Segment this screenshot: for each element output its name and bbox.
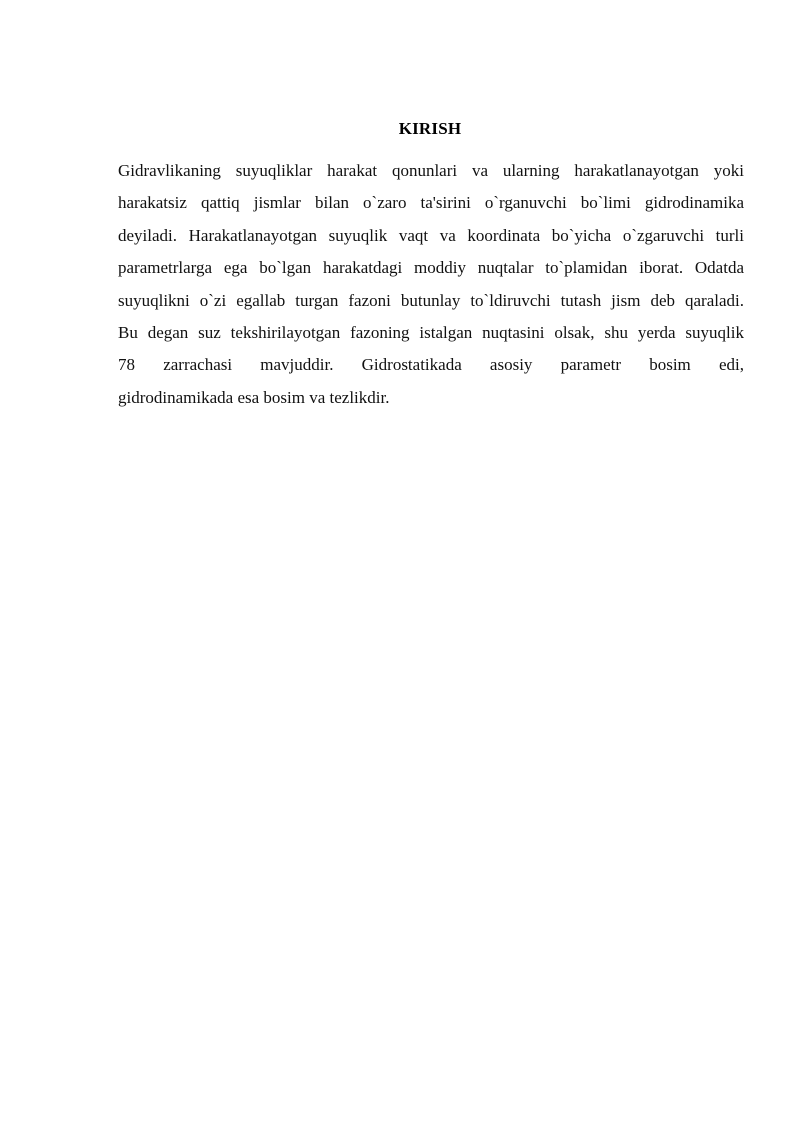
paragraph-line-3: deyiladi. Harakatlanayotgan suyuqlik vaqt va koordinata bo`yicha o`zgaruvchi turli bbox=[118, 225, 744, 245]
paragraph-line-1: Gidravlikaning suyuqliklar harakat qonunlari va ularning harakatlanayotgan yoki bbox=[118, 161, 744, 180]
paragraph-line-6: Bu degan suz tekshirilayotgan fazoning istalgan nuqtasini olsak, shu yerda suyuqlik bbox=[118, 323, 744, 343]
paragraph-line-2: harakatsiz qattiq jismlar bilan o`zaro ta'sirini o`rganuvchi bo`limi gidrodinamika bbox=[118, 193, 744, 213]
paragraph-line-8: gidrodinamikada esa bosim va tezlikdir. bbox=[118, 387, 390, 407]
paragraph-line-5: suyuqlikni o`zi egallab turgan fazoni butunlay to`ldiruvchi tutash jism deb qaraladi. bbox=[118, 290, 744, 310]
body-paragraph bbox=[118, 155, 744, 414]
paragraph-line-4: parametrlarga ega bo`lgan harakatdagi moddiy nuqtalar to`plamidan iborat. Odatda bbox=[118, 258, 744, 278]
paragraph-line-7: 78 zarrachasi mavjuddir. Gidrostatikada asosiy parametr bosim edi, bbox=[118, 355, 744, 375]
section-heading: KIRISH bbox=[398, 119, 462, 138]
